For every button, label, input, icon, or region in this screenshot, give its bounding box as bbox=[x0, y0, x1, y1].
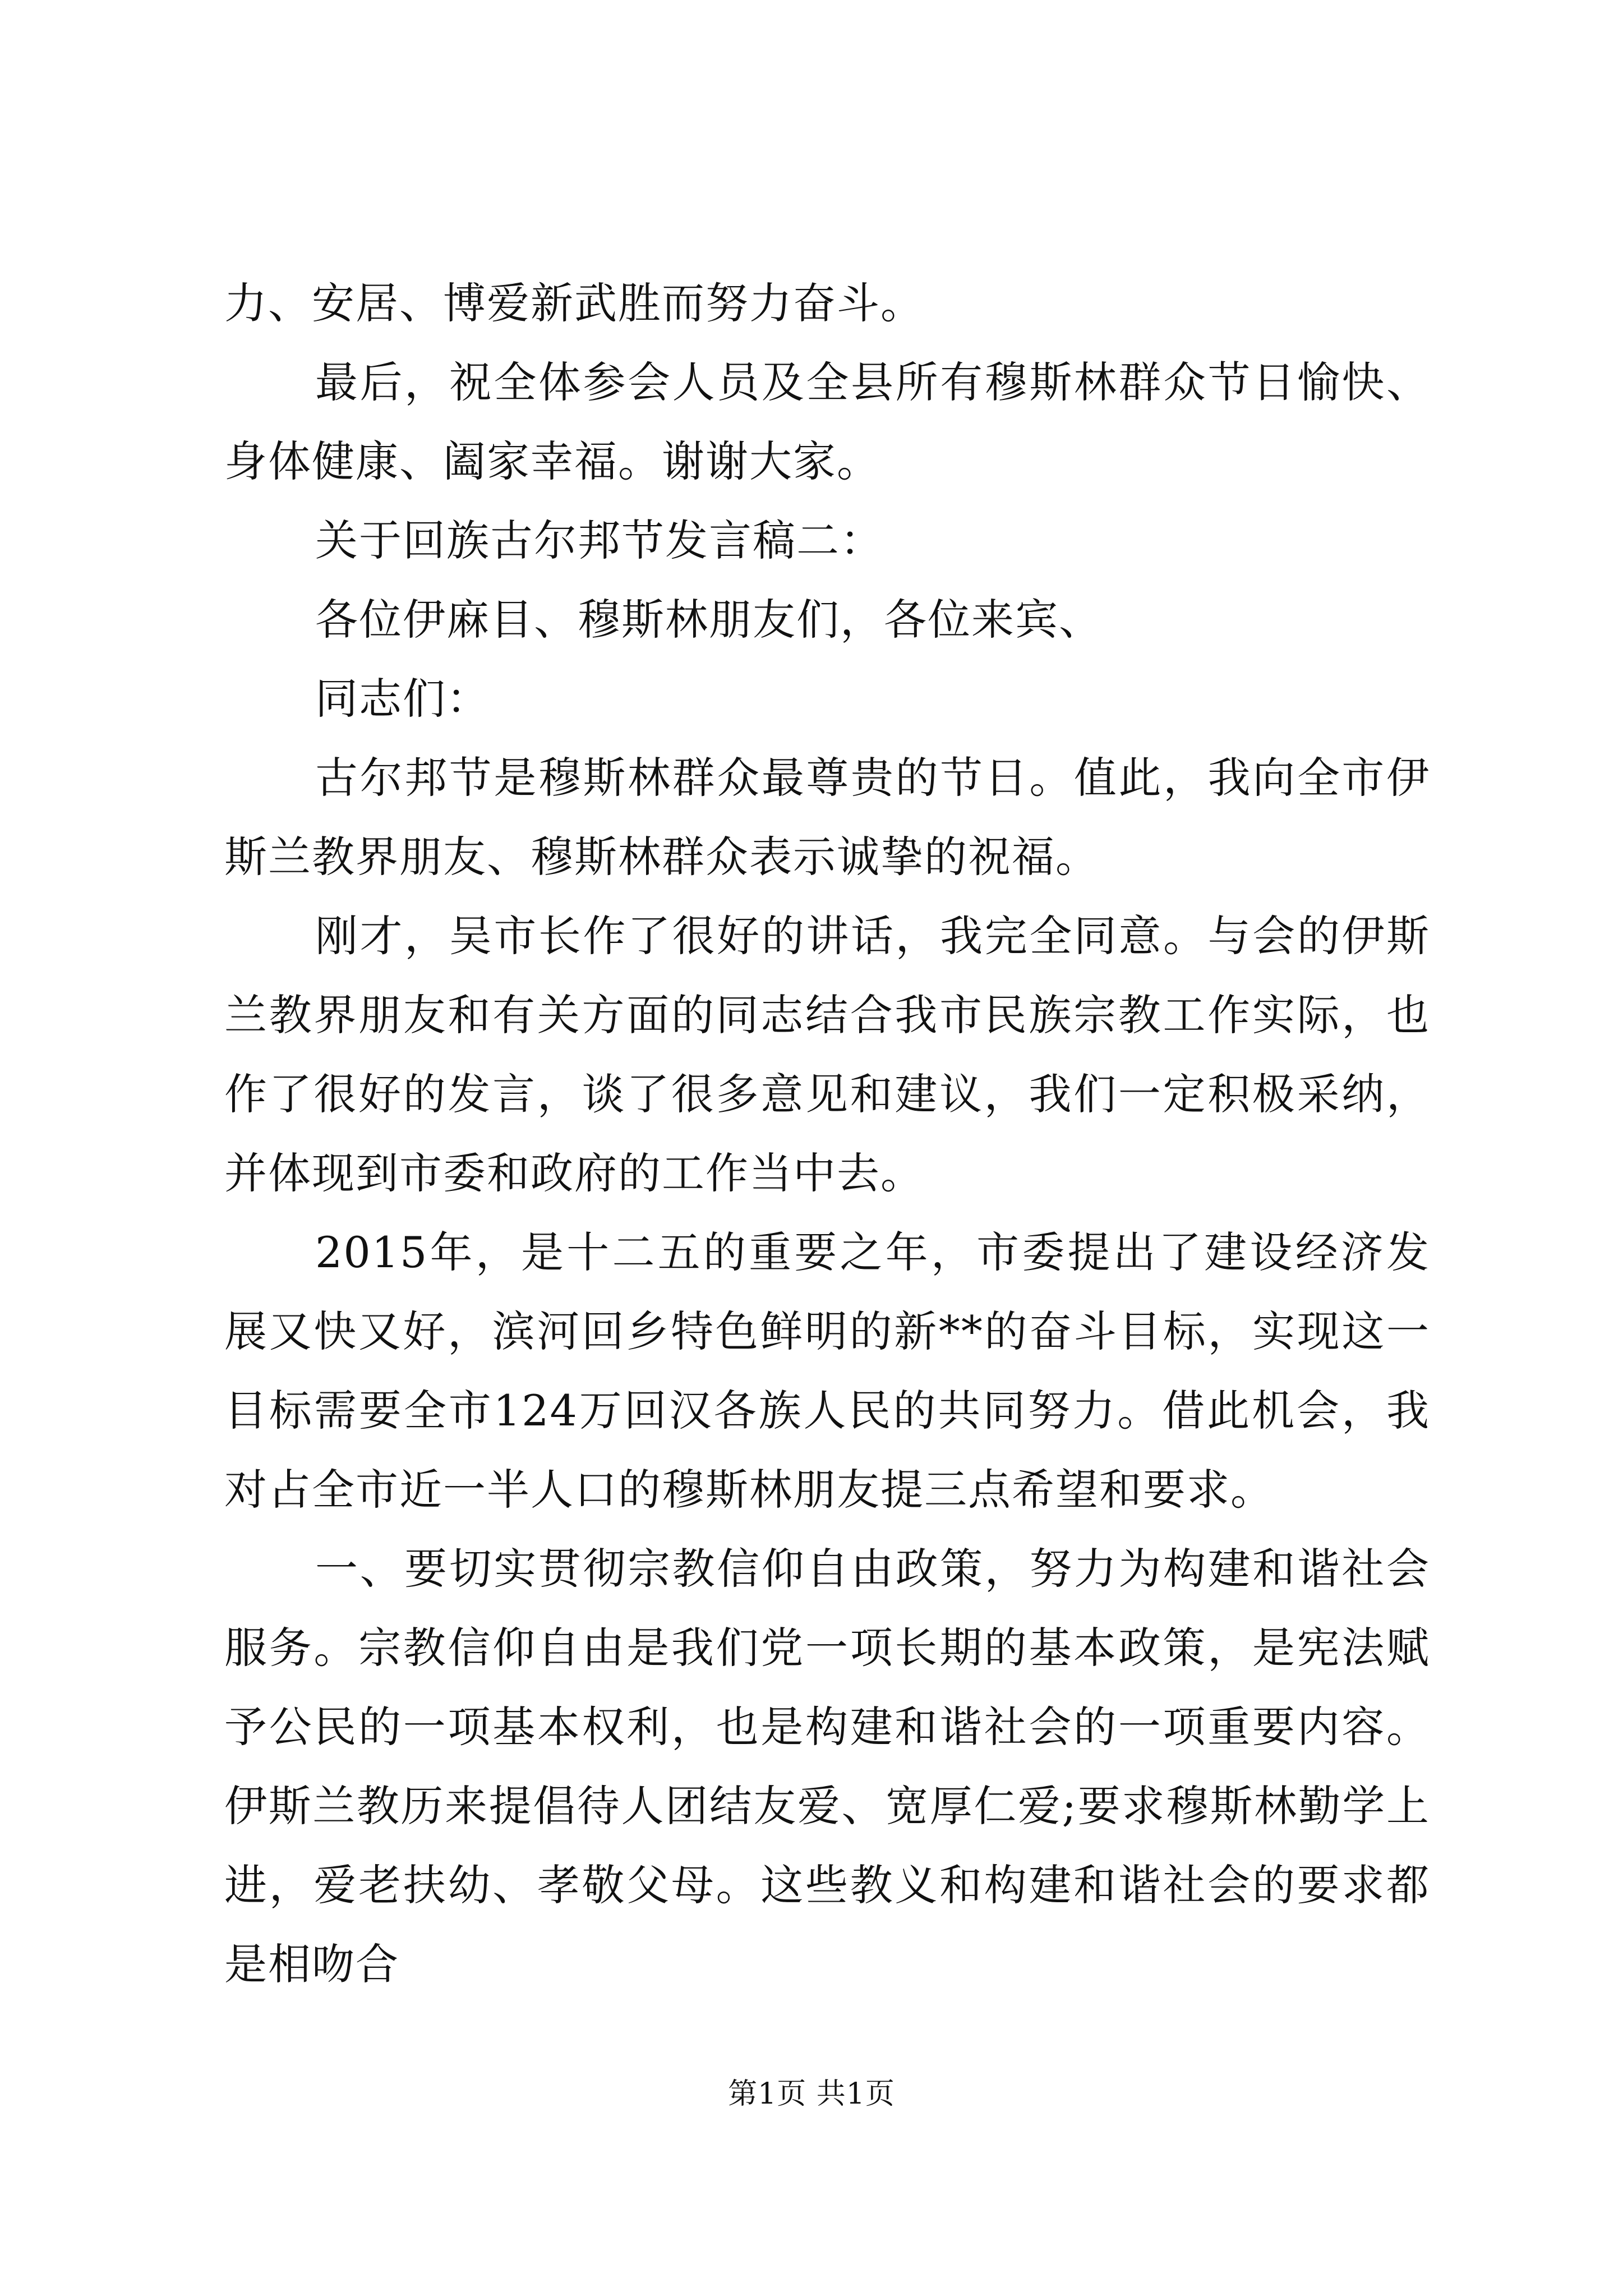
paragraph-festival-greeting: 古尔邦节是穆斯林群众最尊贵的节日。值此，我向全市伊斯兰教界朋友、穆斯林群众表示诚挚的祝福。 bbox=[224, 753, 1430, 882]
paragraph-continuation: 力、安居、博爱新武胜而努力奋斗。 bbox=[224, 278, 924, 328]
document-body bbox=[224, 264, 1430, 2004]
salutation-line: 各位伊麻目、穆斯林朋友们，各位来宾、 bbox=[315, 595, 1103, 645]
page-footer: 第1页 共1页 bbox=[728, 2077, 895, 2111]
section-heading: 关于回族古尔邦节发言稿二： bbox=[315, 516, 884, 565]
paragraph-mayor-speech: 刚才，吴市长作了很好的讲话，我完全同意。与会的伊斯兰教界朋友和有关方面的同志结合我市民族宗教工作实际，也作了很好的发言，谈了很多意见和建议，我们一定积极采纳，并体现到市委和政府的工作当中去。 bbox=[224, 911, 1430, 1198]
paragraph-2015-goals: 2015年，是十二五的重要之年，市委提出了建设经济发展又快又好，滨河回乡特色鲜明的新**的奋斗目标，实现这一目标需要全市124万回汉各族人民的共同努力。借此机会，我对占全市近一半人口的穆斯林朋友提三点希望和要求。 bbox=[224, 1227, 1430, 1515]
salutation-comrades: 同志们： bbox=[315, 674, 490, 724]
paragraph-point-one: 一、要切实贯彻宗教信仰自由政策，努力为构建和谐社会服务。宗教信仰自由是我们党一项长期的基本政策，是宪法赋予公民的一项基本权利，也是构建和谐社会的一项重要内容。伊斯兰教历来提倡待人团结友爱、宽厚仁爱;要求穆斯林勤学上进，爱老扶幼、孝敬父母。这些教义和构建和谐社会的要求都是相吻合 bbox=[224, 1544, 1430, 1989]
paragraph-closing-wishes: 最后，祝全体参会人员及全县所有穆斯林群众节日愉快、身体健康、阖家幸福。谢谢大家。 bbox=[224, 357, 1430, 486]
